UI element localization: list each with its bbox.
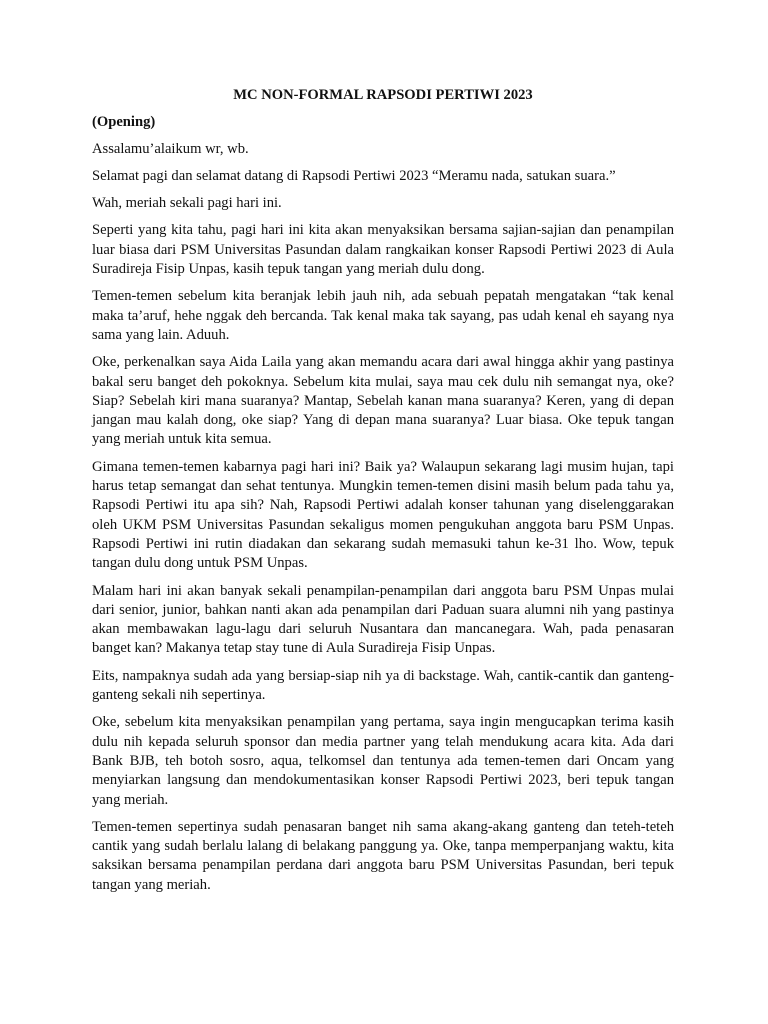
paragraph-welcome: Selamat pagi dan selamat datang di Rapsodi Pertiwi 2023 “Meramu nada, satukan suara.” <box>92 167 616 184</box>
paragraph-greeting: Assalamu’alaikum wr, wb. <box>92 140 249 157</box>
document-page <box>92 86 674 903</box>
paragraph-mc-intro: Oke, perkenalkan saya Aida Laila yang akan memandu acara dari awal hingga akhir yang pastinya bakal seru banget deh pokoknya. Sebelum kita mulai, saya mau cek dulu nih semangat nya, oke? Siap? Sebelah kiri mana suaranya? Mantap, Sebelah kanan mana suaranya? Keren, yang di depan jangan mau kalah dong, oke siap? Yang di depan mana suaranya? Luar biasa. Oke tepuk tangan yang meriah untuk kita semua. <box>92 354 674 448</box>
document-title: MC NON-FORMAL RAPSODI PERTIWI 2023 <box>233 87 533 103</box>
paragraph-performances: Malam hari ini akan banyak sekali penampilan-penampilan dari anggota baru PSM Unpas mulai dari senior, junior, bahkan nanti akan ada penampilan dari Paduan suara alumni nih yang pastinya akan membawakan lagu-lagu dari seluruh Nusantara dan mancanegara. Wah, pada penasaran banget kan? Makanya tetap stay tune di Aula Suradireja Fisip Unpas. <box>92 582 674 657</box>
paragraph-first-performance: Temen-temen sepertinya sudah penasaran banget nih sama akang-akang ganteng dan teteh-teteh cantik yang sudah berlalu lalang di belakang panggung ya. Oke, tanpa memperpanjang waktu, kita saksikan bersama penampilan perdana dari anggota baru PSM Universitas Pasundan, beri tepuk tangan yang meriah. <box>92 818 674 893</box>
paragraph-intro-event: Seperti yang kita tahu, pagi hari ini kita akan menyaksikan bersama sajian-sajian dan penampilan luar biasa dari PSM Universitas Pasundan dalam rangkaikan konser Rapsodi Pertiwi 2023 di Aula Suradireja Fisip Unpas, kasih tepuk tangan yang meriah dulu dong. <box>92 222 674 278</box>
paragraph-backstage: Eits, nampaknya sudah ada yang bersiap-siap nih ya di backstage. Wah, cantik-cantik dan ganteng-ganteng sekali nih sepertinya. <box>92 667 674 704</box>
paragraph-sponsors: Oke, sebelum kita menyaksikan penampilan yang pertama, saya ingin mengucapkan terima kasih dulu nih kepada seluruh sponsor dan media partner yang telah mendukung acara kita. Ada dari Bank BJB, teh botoh sosro, aqua, telkomsel dan tentunya ada temen-temen dari Oncam yang menyiarkan langsung dan mendokumentasikan konser Rapsodi Pertiwi 2023, beri tepuk tangan yang meriah. <box>92 714 674 808</box>
section-heading: (Opening) <box>92 114 156 131</box>
paragraph-exclaim: Wah, meriah sekali pagi hari ini. <box>92 195 282 212</box>
paragraph-proverb: Temen-temen sebelum kita beranjak lebih jauh nih, ada sebuah pepatah mengatakan “tak kenal maka ta’aruf, hehe nggak deh bercanda. Tak kenal maka tak sayang, pas udah kenal eh sayang nya sama yang lain. Aduuh. <box>92 288 674 343</box>
paragraph-about-event: Gimana temen-temen kabarnya pagi hari ini? Baik ya? Walaupun sekarang lagi musim hujan, tapi harus tetap semangat dan sehat tentunya. Mungkin temen-temen disini masih belum pada tahu ya, Rapsodi Pertiwi itu apa sih? Nah, Rapsodi Pertiwi adalah konser tahunan yang diselenggarakan oleh UKM PSM Universitas Pasundan sekaligus momen pengukuhan anggota baru PSM Unpas. Rapsodi Pertiwi ini rutin diadakan dan sekarang sudah memasuki tahun ke-31 lho. Wow, tepuk tangan dulu dong untuk PSM Unpas. <box>92 458 674 572</box>
